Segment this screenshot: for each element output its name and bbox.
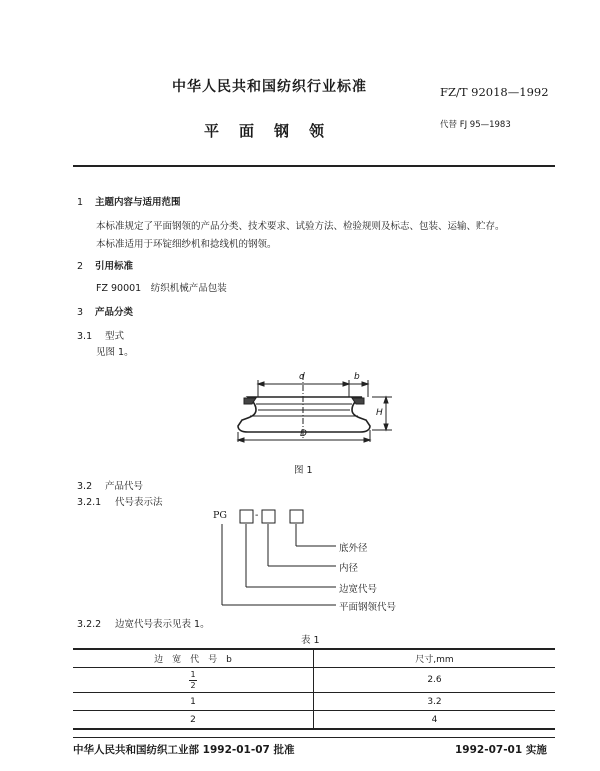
figure-1-caption: 图 1 [294,465,313,476]
section-3-1-number: 3.1 [77,331,93,342]
section-2-title: 引用标准 [95,261,134,272]
page-title: 平面钢领 [204,122,345,140]
table-cell-size: 4 [314,711,556,730]
fraction-numerator: 1 [190,669,196,679]
section-3-2-2-line [77,616,210,630]
table-cell-code: 2 [73,711,314,730]
figure-label-b: b [354,372,360,382]
table-header-size: 尺寸,mm [314,649,556,668]
section-3-2-2-number: 3.2.2 [77,619,102,630]
figure-label-H: H [376,408,383,418]
table-cell-code [73,668,314,693]
code-prefix: PG [213,510,227,521]
approval-line: 中华人民共和国纺织工业部 1992-01-07 批准 [73,744,295,756]
replaces-note: 代替 FJ 95—1983 [440,120,511,130]
table-row [73,668,555,693]
code-label-inner-diameter: 内径 [339,563,359,574]
figure-label-D: D [300,429,307,439]
section-2-reference: FZ 90001 纺织机械产品包装 [96,283,227,294]
table-1 [73,648,555,730]
section-1-number: 1 [77,197,84,208]
org-title: 中华人民共和国纺织行业标准 [172,79,367,95]
code-box-edge-width [240,510,253,523]
table-cell-code: 1 [73,693,314,711]
implementation-line: 1992-07-01 实施 [455,744,547,756]
code-dash: - [255,510,259,521]
section-3-2-2-text: 边宽代号表示见表 1。 [115,619,210,630]
code-label-edge-width-code: 边宽代号 [339,584,378,595]
section-3-2-1-title: 代号表示法 [115,497,163,508]
table-header-edge-code: 边 宽 代 号 b [73,649,314,668]
figure-label-d: d [299,372,305,382]
code-box-inner-diameter [262,510,275,523]
code-label-base-diameter: 底外径 [339,543,368,554]
section-1-paragraph-1: 本标准规定了平面钢领的产品分类、技术要求、试验方法、检验规则及标志、包装、运输、贮存。 [96,221,505,232]
section-3-number: 3 [77,307,84,318]
section-3-2-number: 3.2 [77,481,93,492]
table-row [73,711,555,730]
table-1-caption: 表 1 [301,635,320,646]
section-2-number: 2 [77,261,84,272]
code-box-base-diameter [290,510,303,523]
section-3-2-title: 产品代号 [105,481,144,492]
section-3-1-title: 型式 [105,331,125,342]
table-header-row [73,649,555,668]
fraction [189,670,196,691]
section-3-2-1-number: 3.2.1 [77,497,102,508]
standard-number: FZ/T 92018—1992 [440,85,549,99]
footer-rule [73,737,555,738]
section-1-title: 主题内容与适用范围 [95,197,181,208]
section-3-title: 产品分类 [95,307,134,318]
section-1-paragraph-2: 本标准适用于环锭细纱机和捻线机的钢领。 [96,239,277,250]
section-3-1-text: 见图 1。 [96,347,134,358]
table-cell-size: 3.2 [314,693,556,711]
table-row [73,693,555,711]
fraction-denominator: 2 [190,680,196,690]
table-cell-size: 2.6 [314,668,556,693]
code-label-flat-ring-code: 平面钢领代号 [339,602,397,613]
